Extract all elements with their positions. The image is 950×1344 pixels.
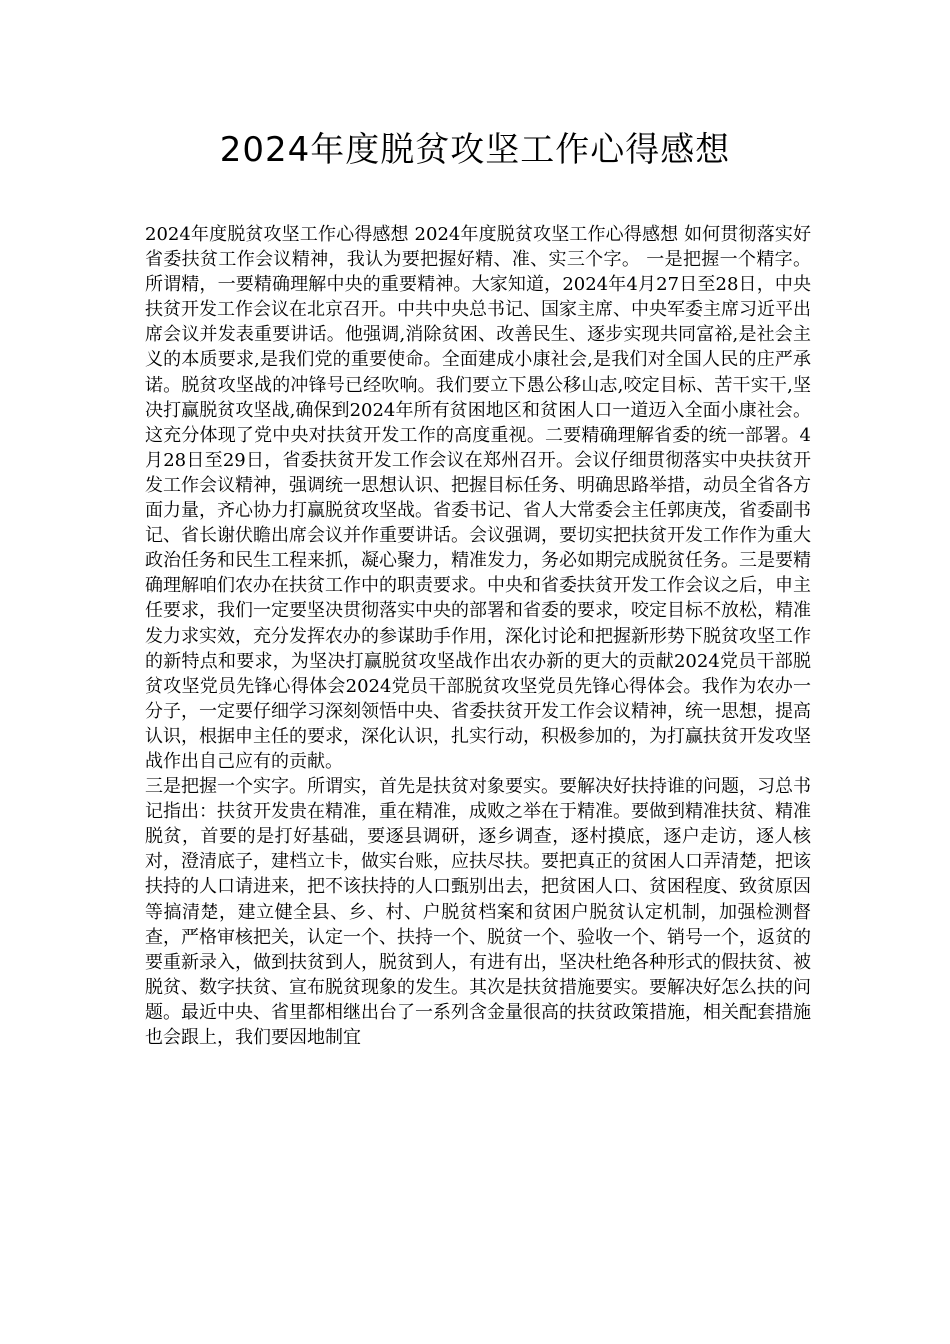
document-title: 2024年度脱贫攻坚工作心得感想: [219, 130, 731, 170]
document-body: 2024年度脱贫攻坚工作心得感想 2024年度脱贫攻坚工作心得感想 如何贯彻落实好省委扶贫工作会议精神，我认为要把握好精、准、实三个字。 一是把握一个精字。所谓精，一要精确理解中央的重要精神。大家知道，2024年4月27日至28日，中央扶贫开发工作会议在北京召开。中共中央总书记、国家主席、中央军委主席习近平出席会议并发表重要讲话。他强调,消除贫困、改善民生、逐步实现共同富裕,是社会主义的本质要求,是我们党的重要使命。全面建成小康社会,是我们对全国人民的庄严承诺。脱贫攻坚战的冲锋号已经吹响。我们要立下愚公移山志,咬定目标、苦干实干,坚决打赢脱贫攻坚战,确保到2024年所有贫困地区和贫困人口一道迈入全面小康社会。这充分体现了党中央对扶贫开发工作的高度重视。二要精确理解省委的统一部署。4月28日至29日，省委扶贫开发工作会议在郑州召开。会议仔细贯彻落实中央扶贫开发工作会议精神，强调统一思想认识、把握目标任务、明确思路举措，动员全省各方面力量，齐心协力打赢脱贫攻坚战。省委书记、省人大常委会主任郭庚茂，省委副书记、省长谢伏瞻出席会议并作重要讲话。会议强调，要切实把扶贫开发工作作为重大政治任务和民生工程来抓，凝心聚力，精准发力，务必如期完成脱贫任务。三是要精确理解咱们农办在扶贫工作中的职责要求。中央和省委扶贫开发工作会议之后，申主任要求，我们一定要坚决贯彻落实中央的部署和省委的要求，咬定目标不放松，精准发力求实效，充分发挥农办的参谋助手作用，深化讨论和把握新形势下脱贫攻坚工作的新特点和要求，为坚决打赢脱贫攻坚战作出农办新的更大的贡献2024党员干部脱贫攻坚党员先锋心得体会2024党员干部脱贫攻坚党员先锋心得体会。我作为农办一分子，一定要仔细学习深刻领悟中央、省委扶贫开发工作会议精神，统一思想，提高认识，根据申主任的要求，深化认识，扎实行动，积极参加的，为打赢扶贫开发攻坚战作出自己应有的贡献。 三是把握一个实字。所谓实，首先是扶贫对象要实。要解决好扶持谁的问题，习总书记指出：扶贫开发贵在精准，重在精准，成败之举在于精准。要做到精准扶贫、精准脱贫，首要的是打好基础，要逐县调研，逐乡调查，逐村摸底，逐户走访，逐人核对，澄清底子，建档立卡，做实台账，应扶尽扶。要把真正的贫困人口弄清楚，把该扶持的人口请进来，把不该扶持的人口甄别出去，把贫困人口、贫困程度、致贫原因等搞清楚，建立健全县、乡、村、户脱贫档案和贫困户脱贫认定机制，加强检测督查，严格审核把关，认定一个、扶持一个、脱贫一个、验收一个、销号一个，返贫的要重新录入，做到扶贫到人，脱贫到人，有进有出，坚决杜绝各种形式的假扶贫、被脱贫、数字扶贫、宣布脱贫现象的发生。其次是扶贫措施要实。要解决好怎么扶的问题。最近中央、省里都相继出台了一系列含金量很高的扶贫政策措施，相关配套措施也会跟上，我们要因地制宜: [145, 224, 811, 1048]
